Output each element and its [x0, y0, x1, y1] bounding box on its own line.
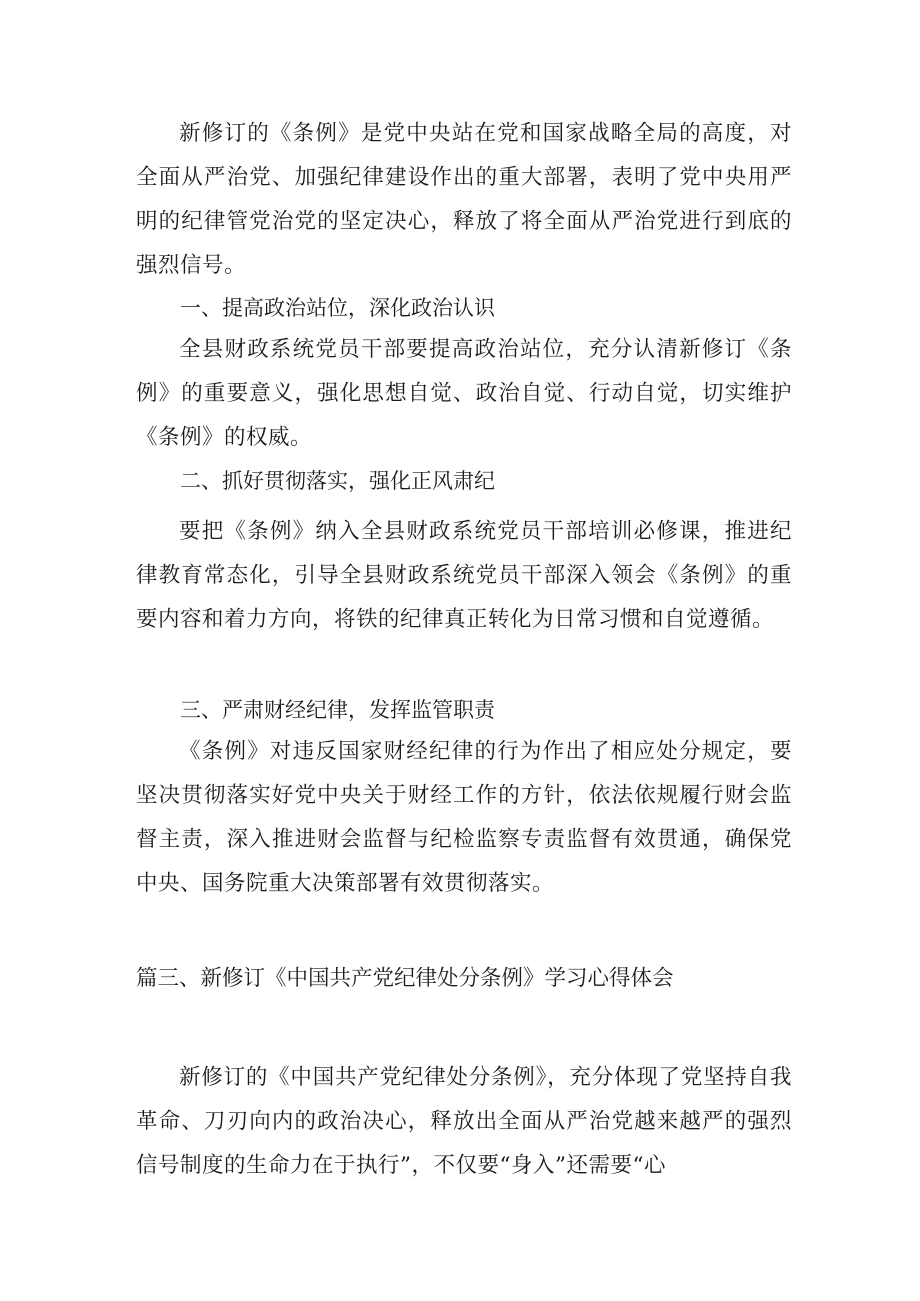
section-heading-1: 一、提高政治站位，深化政治认识 — [180, 296, 495, 320]
section-body-3: 《条例》对违反国家财经纪律的行为作出了相应处分规定，要坚决贯彻落实好党中央关于财经工作的方针，依法依规履行财会监督主责，深入推进财会监督与纪检监察专责监督有效贯通，确保党中央、国务院重大决策部署有效贯彻落实。 — [136, 739, 792, 896]
section-body-2: 要把《条例》纳入全县财政系统党员干部培训必修课，推进纪律教育常态化，引导全县财政系统党员干部深入领会《条例》的重要内容和着力方向，将铁的纪律真正转化为日常习惯和自觉遵循。 — [136, 519, 792, 632]
part-title: 篇三、新修订《中国共产党纪律处分条例》学习心得体会 — [136, 966, 674, 991]
section-heading-2: 二、抓好贯彻落实，强化正风肃纪 — [180, 469, 495, 493]
intro-paragraph: 新修订的《条例》是党中央站在党和国家战略全局的高度，对全面从严治党、加强纪律建设作出的重大部署，表明了党中央用严明的纪律管党治党的坚定决心，释放了将全面从严治党进行到底的强烈信号。 — [136, 121, 792, 278]
section-heading-3: 三、严肃财经纪律，发挥监管职责 — [180, 698, 495, 722]
part-intro-paragraph: 新修订的《中国共产党纪律处分条例》，充分体现了党坚持自我革命、刀刃向内的政治决心，释放出全面从严治党越来越严的强烈信号制度的生命力在于执行”，不仅要“身入”还需要“心 — [136, 1065, 792, 1178]
section-body-1: 全县财政系统党员干部要提高政治站位，充分认清新修订《条例》的重要意义，强化思想自觉、政治自觉、行动自觉，切实维护《条例》的权威。 — [136, 337, 792, 450]
